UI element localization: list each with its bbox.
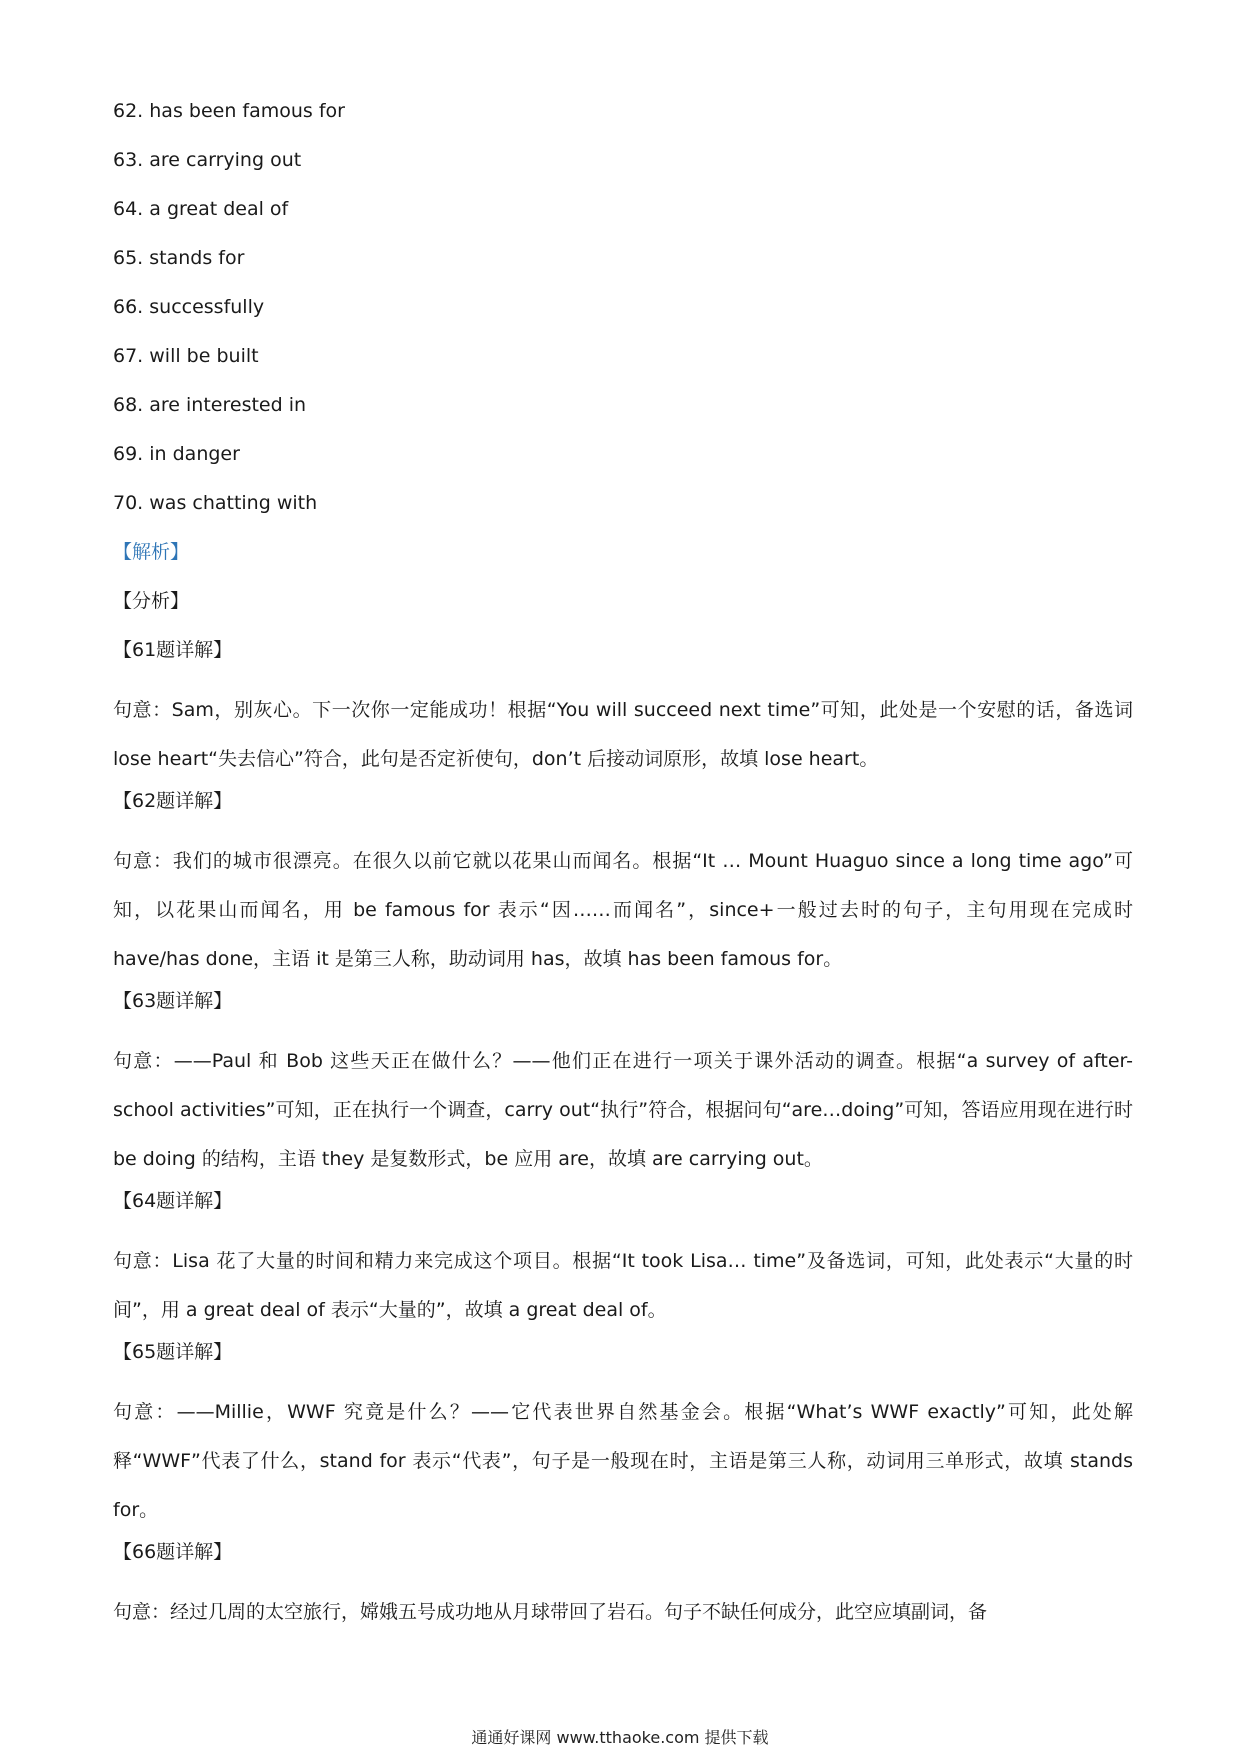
- answer-62: 62. has been famous for: [113, 100, 345, 122]
- page-footer: 通通好课网 www.tthaoke.com 提供下载: [471, 1728, 769, 1747]
- section-65: [113, 1339, 1133, 1535]
- section-63: [113, 988, 1133, 1184]
- answer-63: 63. are carrying out: [113, 149, 302, 171]
- answer-69: 69. in danger: [113, 443, 240, 465]
- section-text: 句意：Lisa 花了大量的时间和精力来完成这个项目。根据“It took Lisa… time”及备选词，可知，此处表示“大量的时间”，用 a great deal of 表示“大量的”，故填 a great deal of。: [113, 1250, 1133, 1321]
- jiexi-heading: 【解析】: [113, 541, 190, 563]
- section-heading: 【63题详解】: [113, 990, 233, 1012]
- section-heading: 【62题详解】: [113, 790, 233, 812]
- section-text: 句意：Sam，别灰心。下一次你一定能成功！根据“You will succeed next time”可知，此处是一个安慰的话，备选词 lose heart“失去信心”符合，此句是否定祈使句，don’t 后接动词原形，故填 lose heart。: [113, 699, 1133, 770]
- page-content: [113, 98, 1133, 1641]
- answer-64: 64. a great deal of: [113, 198, 289, 220]
- section-64: [113, 1188, 1133, 1335]
- answer-70: 70. was chatting with: [113, 492, 318, 514]
- section-61: [113, 637, 1133, 784]
- answer-67: 67. will be built: [113, 345, 259, 367]
- section-heading: 【66题详解】: [113, 1541, 233, 1563]
- section-heading: 【61题详解】: [113, 639, 233, 661]
- section-text: 句意：——Paul 和 Bob 这些天正在做什么？——他们正在进行一项关于课外活动的调查。根据“a survey of after-school activities”可知，正在执行一个调查，carry out“执行”符合，根据问句“are…doing”可知，答语应用现在进行时 be doing 的结构，主语 they 是复数形式，be 应用 are，故填 are carrying out。: [113, 1050, 1133, 1170]
- answer-66: 66. successfully: [113, 296, 265, 318]
- fenxi-heading: 【分析】: [113, 590, 190, 612]
- answer-65: 65. stands for: [113, 247, 245, 269]
- section-text: 句意：经过几周的太空旅行，嫦娥五号成功地从月球带回了岩石。句子不缺任何成分，此空应填副词，备: [113, 1601, 988, 1623]
- section-heading: 【65题详解】: [113, 1341, 233, 1363]
- section-62: [113, 788, 1133, 984]
- section-text: 句意：我们的城市很漂亮。在很久以前它就以花果山而闻名。根据“It … Mount Huaguo since a long time ago”可知，以花果山而闻名，用 be famous for 表示“因……而闻名”，since+一般过去时的句子，主句用现在完成时 have/has done，主语 it 是第三人称，助动词用 has，故填 has been famous for。: [113, 850, 1133, 970]
- section-heading: 【64题详解】: [113, 1190, 233, 1212]
- section-text: 句意：——Millie，WWF 究竟是什么？——它代表世界自然基金会。根据“What’s WWF exactly”可知，此处解释“WWF”代表了什么，stand for 表示“代表”，句子是一般现在时，主语是第三人称，动词用三单形式，故填 stands for。: [113, 1401, 1133, 1521]
- answer-list: [113, 98, 1133, 516]
- section-66: [113, 1539, 1133, 1637]
- answer-68: 68. are interested in: [113, 394, 307, 416]
